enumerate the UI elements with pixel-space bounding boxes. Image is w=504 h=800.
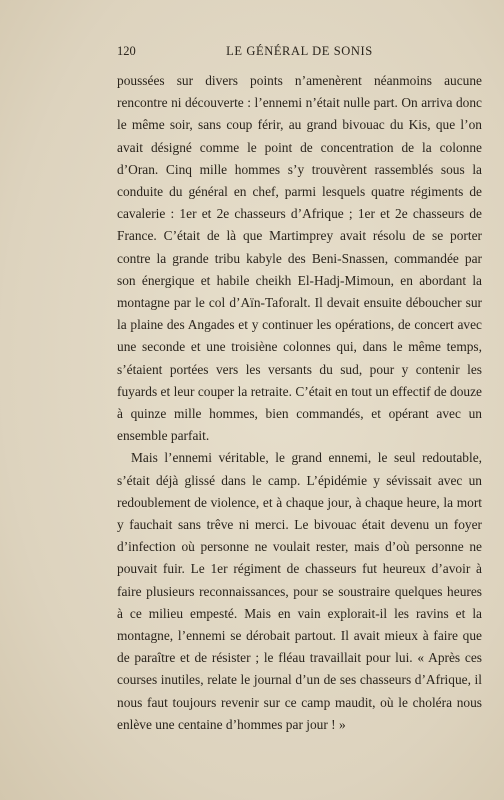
paragraph-2: Mais l’ennemi véritable, le grand ennemi, le seul redoutable, s’était déjà glissé dans le camp. L’épidémie y sévissait avec un redoublement de violence, et à chaque jour, à chaque heure, la mort y fauchait sans trêve ni merci. Le bivouac était devenu un foyer d’infection où personne ne voulait rester, mais d’où personne ne pouvait fuir. Le 1er régiment de chasseurs fut heureux d’avoir à faire plusieurs reconnaissances, pour se soustraire quelques heures à ce milieu empesté. Mais en vain explorait-il les ravins et la montagne, l’ennemi se dérobait partout. Il avait mieux à faire que de paraître et de résister ; le fléau travaillait pour lui. « Après ces courses inutiles, relate le journal d’un de ses chasseurs d’Afrique, il nous faut toujours revenir sur ce camp maudit, où le choléra nous enlève une centaine d’hommes par jour ! » <box>117 450 482 732</box>
paragraph-1: poussées sur divers points n’amenèrent néanmoins aucune rencontre ni découverte : l’ennemi n’était nulle part. On arriva donc le même soir, sans coup férir, au grand bivouac du Kis, que l’on avait désigné comme le point de concentration de la colonne d’Oran. Cinq mille hommes s’y trouvèrent rassemblés sous la conduite du général en chef, parmi lesquels quatre régiments de cavalerie : 1er et 2e chasseurs d’Afrique ; 1er et 2e chasseurs de France. C’était de là que Martimprey avait résolu de se porter contre la grande tribu kabyle des Beni-Snassen, commandée par son énergique et habile cheikh El-Hadj-Mimoun, en abordant la montagne par le col d’Aïn-Taforalt. Il devait ensuite déboucher sur la plaine des Angades et y continuer les opérations, de concert avec une seconde et une troisiène colonnes qui, dans le même temps, s’étaient portées vers les versants du sud, pour y contenir les fuyards et leur couper la retraite. C’était en tout un effectif de douze à quinze mille hommes, bien commandés, et opérant avec un ensemble parfait. <box>117 73 482 444</box>
body-text <box>117 70 482 736</box>
running-title: LE GÉNÉRAL DE SONIS <box>226 44 373 58</box>
page-header <box>117 44 482 62</box>
page-number: 120 <box>117 44 136 58</box>
